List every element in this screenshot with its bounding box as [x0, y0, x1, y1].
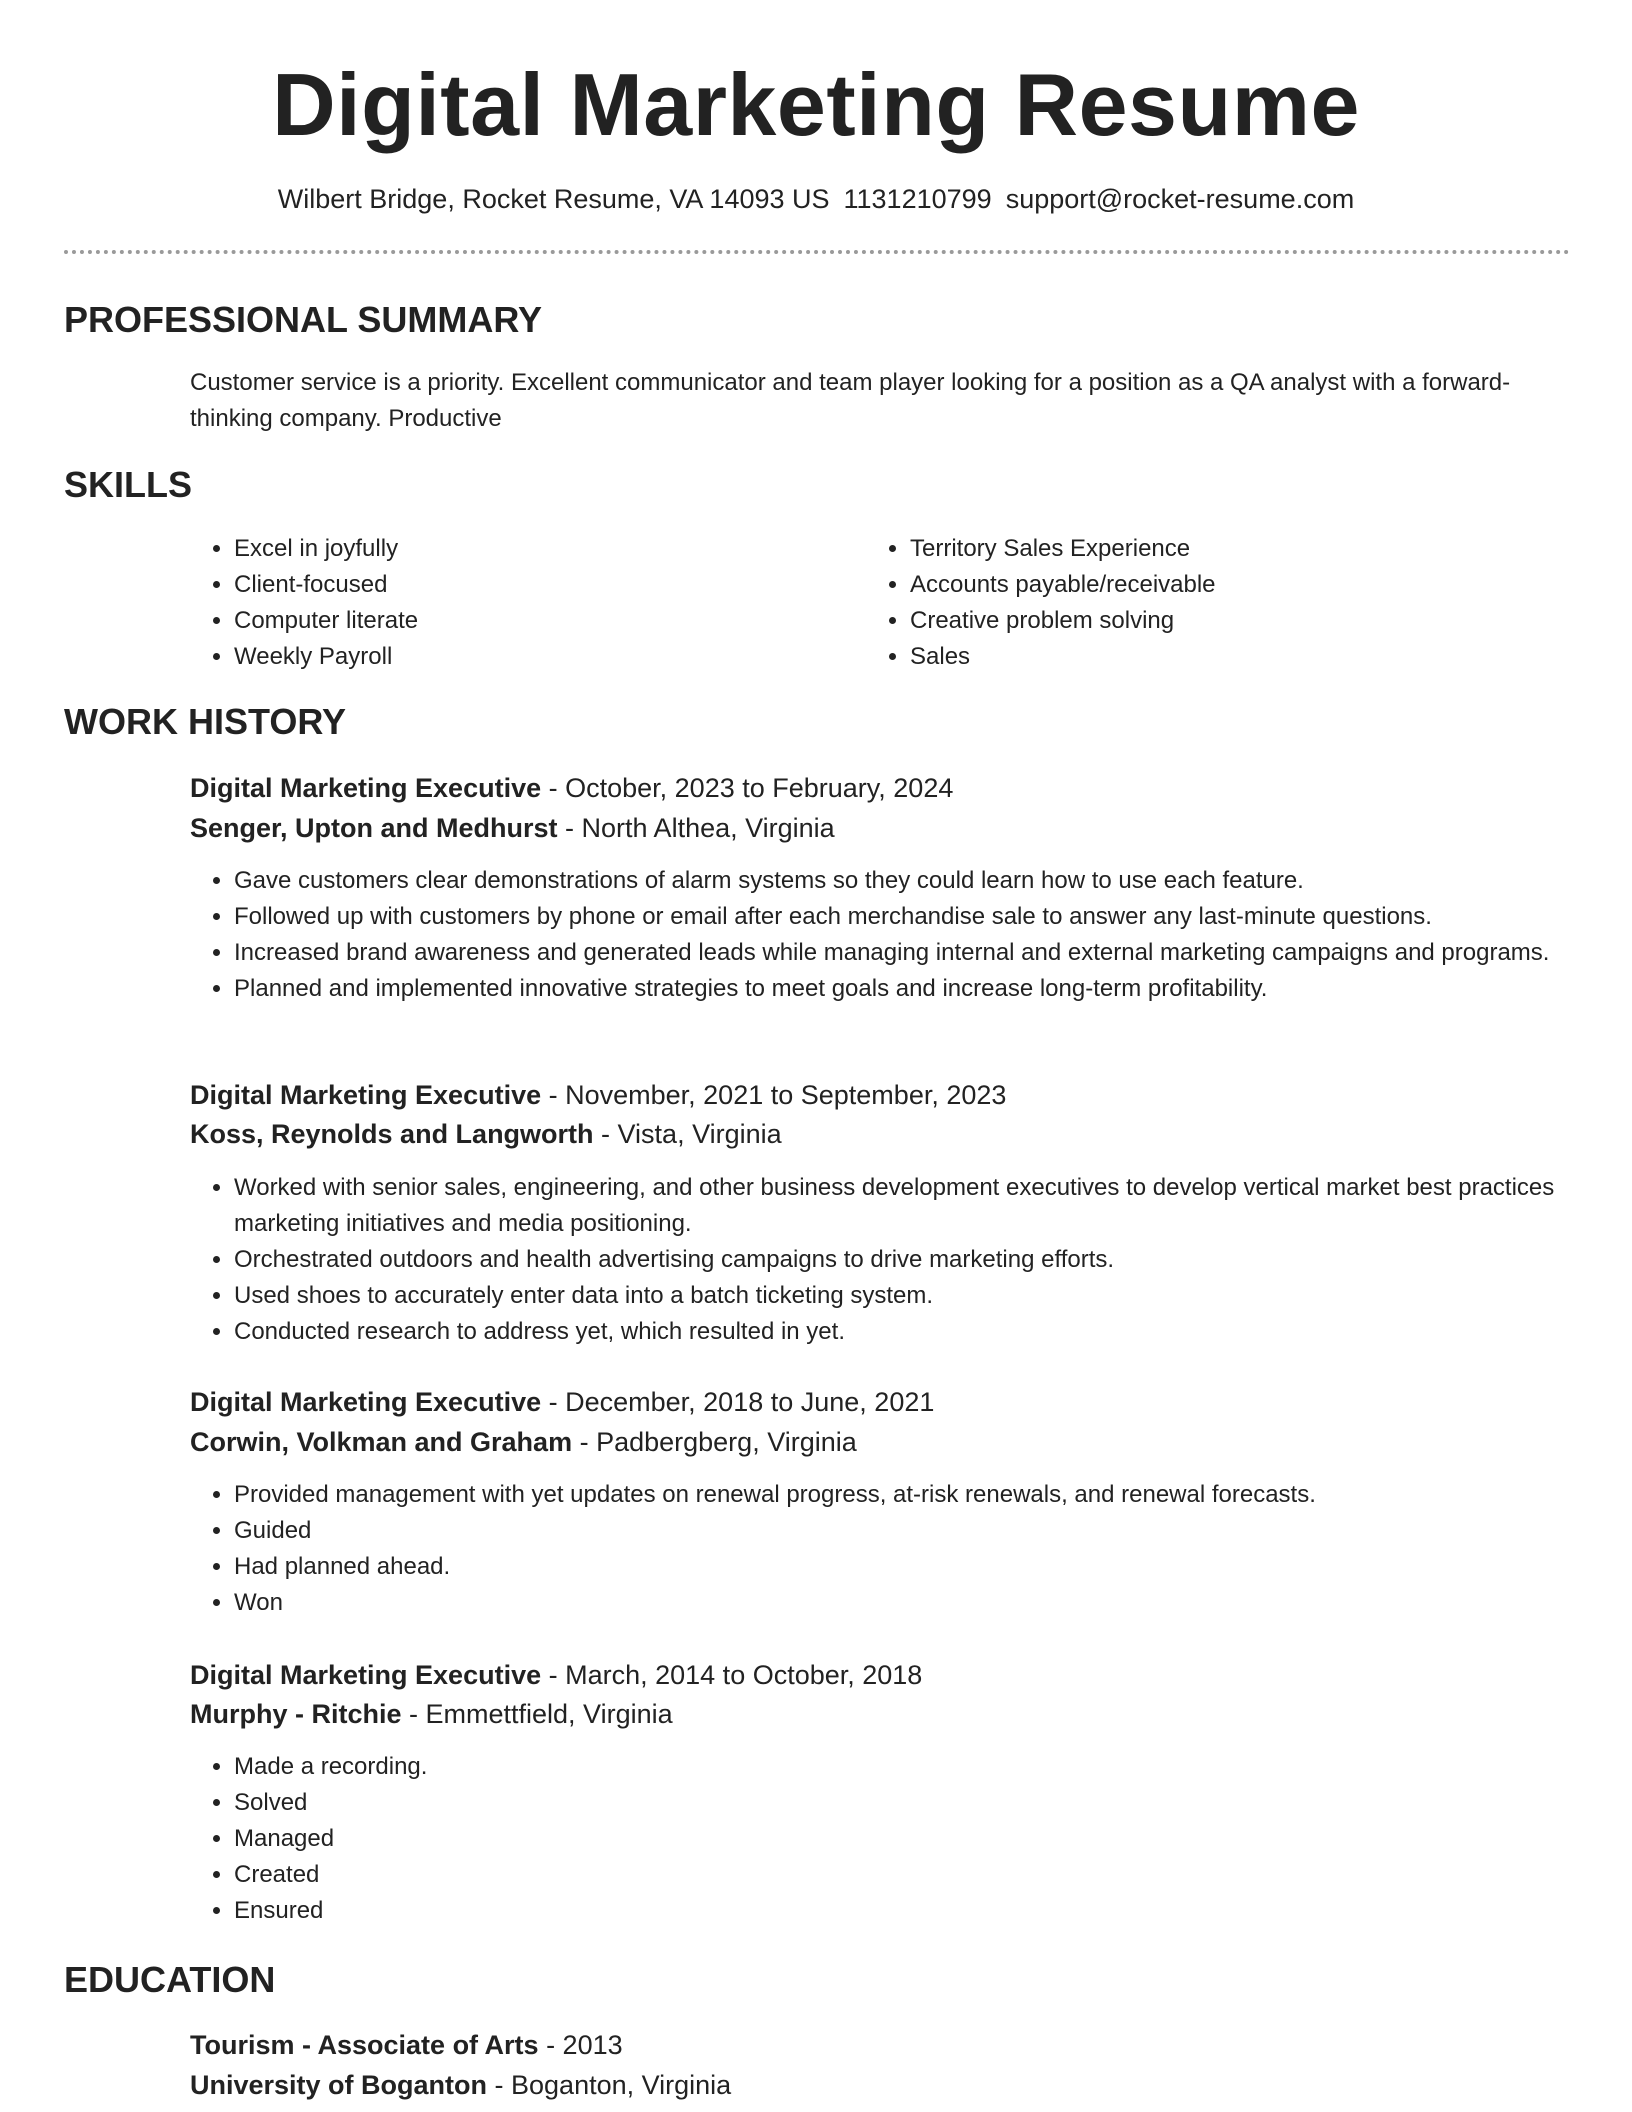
- list-item: • Conducted research to address yet, which resulted in yet.: [234, 1314, 1570, 1350]
- list-item: • Provided management with yet updates on renewal progress, at-risk renewals, and renewal forecasts.: [234, 1477, 1570, 1513]
- job-company-line: [190, 1696, 673, 1732]
- job-company-line: [190, 1116, 782, 1152]
- job-title-line: [190, 1077, 1006, 1113]
- list-item: • Ensured: [234, 1893, 1570, 1929]
- work-history-heading: WORK HISTORY: [64, 701, 347, 742]
- job-title-line: [190, 1657, 922, 1693]
- skills-list-left: [190, 531, 854, 675]
- education-school-line: [190, 2067, 731, 2103]
- list-item: • Used shoes to accurately enter data into a batch ticketing system.: [234, 1278, 1570, 1314]
- education-degree-line: [190, 2027, 623, 2063]
- list-item: • Won: [234, 1585, 1570, 1621]
- job-location: - Padbergberg, Virginia: [572, 1427, 857, 1457]
- list-item: • Gave customers clear demonstrations of alarm systems so they could learn how to use each feature.: [234, 863, 1570, 899]
- job-bullets: [190, 1170, 1570, 1350]
- job-bullets: [190, 1477, 1570, 1621]
- list-item: • Orchestrated outdoors and health advertising campaigns to drive marketing efforts.: [234, 1242, 1570, 1278]
- list-item: • Worked with senior sales, engineering, and other business development executives to develop vertical market best practices marketing initiatives and media positioning.: [234, 1170, 1570, 1242]
- summary-heading: PROFESSIONAL SUMMARY: [64, 299, 543, 340]
- list-item: • Solved: [234, 1785, 1570, 1821]
- job-bullets: [190, 1749, 1570, 1929]
- job-dates: - October, 2023 to February, 2024: [541, 773, 954, 803]
- list-item: • Created: [234, 1857, 1570, 1893]
- list-item: • Guided: [234, 1513, 1570, 1549]
- list-item: • Followed up with customers by phone or email after each merchandise sale to answer any last-minute questions.: [234, 899, 1570, 935]
- skill-item: • Creative problem solving: [910, 603, 1590, 639]
- education-school: University of Boganton: [190, 2070, 488, 2100]
- job-company: Koss, Reynolds and Langworth: [190, 1119, 594, 1149]
- skill-item: • Client-focused: [234, 567, 854, 603]
- contact-email[interactable]: support@rocket-resume.com: [1005, 184, 1355, 214]
- job-title-line: [190, 1384, 934, 1420]
- contact-phone: 1131210799: [843, 184, 992, 214]
- skill-item: • Excel in joyfully: [234, 531, 854, 567]
- header-divider: [64, 250, 1570, 254]
- job-company-line: [190, 1424, 857, 1460]
- job-title: Digital Marketing Executive: [190, 1080, 542, 1110]
- list-item: • Planned and implemented innovative strategies to meet goals and increase long-term profitability.: [234, 971, 1570, 1007]
- skills-heading: SKILLS: [64, 464, 193, 505]
- job-title-line: [190, 770, 953, 806]
- job-dates: - December, 2018 to June, 2021: [541, 1387, 935, 1417]
- education-location: - Boganton, Virginia: [487, 2070, 732, 2100]
- list-item: • Made a recording.: [234, 1749, 1570, 1785]
- job-dates: - November, 2021 to September, 2023: [541, 1080, 1007, 1110]
- job-location: - Emmettfield, Virginia: [401, 1699, 673, 1729]
- job-company: Senger, Upton and Medhurst: [190, 813, 558, 843]
- education-year: - 2013: [538, 2030, 623, 2060]
- summary-text: Customer service is a priority. Excellent communicator and team player looking for a position as a QA analyst with a forward-thinking company. Productive: [190, 369, 1511, 432]
- job-dates: - March, 2014 to October, 2018: [541, 1660, 923, 1690]
- list-item: • Had planned ahead.: [234, 1549, 1570, 1585]
- job-company-line: [190, 810, 835, 846]
- skill-item: • Sales: [910, 639, 1590, 675]
- job-bullets: [190, 863, 1570, 1007]
- job-title: Digital Marketing Executive: [190, 1387, 542, 1417]
- skill-item: • Weekly Payroll: [234, 639, 854, 675]
- contact-info: [0, 181, 1632, 217]
- education-degree: Tourism - Associate of Arts: [190, 2030, 539, 2060]
- education-heading: EDUCATION: [64, 1959, 276, 2000]
- skill-item: • Computer literate: [234, 603, 854, 639]
- job-company: Corwin, Volkman and Graham: [190, 1427, 573, 1457]
- page-title: Digital Marketing Resume: [272, 55, 1360, 154]
- job-location: - Vista, Virginia: [593, 1119, 782, 1149]
- list-item: • Managed: [234, 1821, 1570, 1857]
- job-title: Digital Marketing Executive: [190, 773, 542, 803]
- contact-address: Wilbert Bridge, Rocket Resume, VA 14093 US: [277, 184, 830, 214]
- job-title: Digital Marketing Executive: [190, 1660, 542, 1690]
- job-location: - North Althea, Virginia: [557, 813, 835, 843]
- skill-item: • Territory Sales Experience: [910, 531, 1590, 567]
- skill-item: • Accounts payable/receivable: [910, 567, 1590, 603]
- skills-list-right: [866, 531, 1590, 675]
- list-item: • Increased brand awareness and generated leads while managing internal and external marketing campaigns and programs.: [234, 935, 1570, 971]
- job-company: Murphy - Ritchie: [190, 1699, 402, 1729]
